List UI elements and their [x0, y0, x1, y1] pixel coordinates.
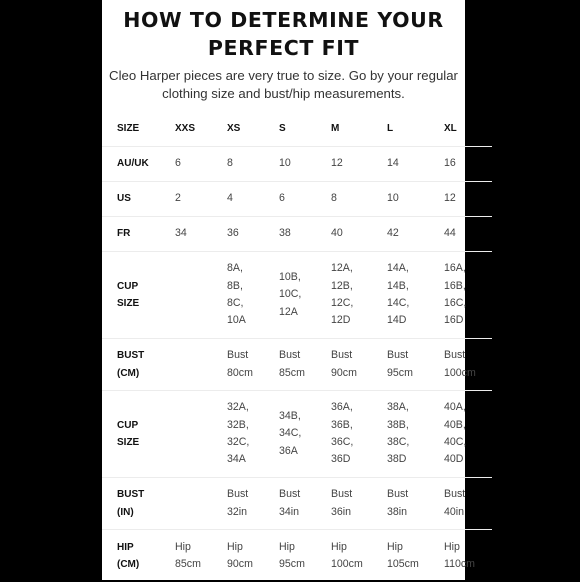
cell-line: 10C, — [279, 286, 321, 303]
row-label-line: SIZE — [117, 434, 165, 451]
row-label-fr — [102, 217, 165, 252]
row-label-hip-cm — [102, 530, 165, 582]
cell-line: 12 — [331, 155, 377, 172]
cell-line: 6 — [279, 190, 321, 207]
table-cell — [269, 217, 321, 252]
table-cell — [377, 530, 434, 582]
cell-line: 36B, — [331, 417, 377, 434]
title-line: HOW TO DETERMINE YOUR — [102, 6, 465, 34]
cell-line: 32B, — [227, 417, 269, 434]
cell-line: 16 — [444, 155, 492, 172]
cell-line: 38B, — [387, 417, 434, 434]
table-row-size — [102, 112, 492, 147]
cell-line: 10 — [279, 155, 321, 172]
table-cell — [321, 182, 377, 217]
table-cell — [434, 391, 492, 478]
row-label-cup-size-au — [102, 252, 165, 339]
cell-line: Hip — [331, 539, 377, 556]
table-cell — [434, 252, 492, 339]
cell-line: 38 — [279, 225, 321, 242]
table-row-bust-in — [102, 478, 492, 530]
row-label-bust-in — [102, 478, 165, 530]
table-cell — [217, 252, 269, 339]
intro-text — [102, 67, 465, 103]
cell-line: 36in — [331, 504, 377, 521]
cell-line: 36A, — [331, 399, 377, 416]
row-label-us — [102, 182, 165, 217]
size-guide-panel — [102, 0, 465, 580]
cell-line: Hip — [387, 539, 434, 556]
cell-line: Bust — [331, 486, 377, 503]
cell-line: 36A — [279, 443, 321, 460]
cell-line: 16A, — [444, 260, 492, 277]
cell-line: 38D — [387, 451, 434, 468]
table-row-cup-size-us — [102, 391, 492, 478]
intro-line: clothing size and bust/hip measurements. — [102, 85, 465, 103]
table-cell — [165, 147, 217, 182]
cell-line: 8C, — [227, 295, 269, 312]
cell-line: 16B, — [444, 278, 492, 295]
size-xxs-header: XXS — [165, 112, 217, 147]
cell-line: 34C, — [279, 425, 321, 442]
cell-line: 36 — [227, 225, 269, 242]
cell-line: 8A, — [227, 260, 269, 277]
size-l-header: L — [377, 112, 434, 147]
cell-line: 12B, — [331, 278, 377, 295]
cell-line: 10B, — [279, 269, 321, 286]
cell-line: 100cm — [331, 556, 377, 573]
table-cell — [377, 217, 434, 252]
size-s-header: S — [269, 112, 321, 147]
row-label-line: FR — [117, 225, 165, 242]
cell-line: 40B, — [444, 417, 492, 434]
table-cell — [165, 391, 217, 478]
cell-line: 12D — [331, 312, 377, 329]
cell-line: Bust — [279, 347, 321, 364]
cell-line: 40A, — [444, 399, 492, 416]
table-row-bust-cm — [102, 339, 492, 391]
cell-line: 40 — [331, 225, 377, 242]
cell-line: Hip — [444, 539, 492, 556]
cell-line: 14 — [387, 155, 434, 172]
table-cell — [217, 391, 269, 478]
cell-line: 12C, — [331, 295, 377, 312]
cell-line: 90cm — [227, 556, 269, 573]
cell-line: 80cm — [227, 365, 269, 382]
cell-line: Hip — [279, 539, 321, 556]
cell-line: Bust — [279, 486, 321, 503]
table-row-fr — [102, 217, 492, 252]
table-cell — [321, 252, 377, 339]
row-label-line: (IN) — [117, 504, 165, 521]
cell-line: 38C, — [387, 434, 434, 451]
cell-line: 2 — [175, 190, 217, 207]
cell-line: 14C, — [387, 295, 434, 312]
cell-line: 8 — [331, 190, 377, 207]
cell-line: 42 — [387, 225, 434, 242]
table-cell — [165, 530, 217, 582]
cell-line: 36D — [331, 451, 377, 468]
table-cell — [269, 391, 321, 478]
table-cell — [217, 182, 269, 217]
cell-line: 85cm — [279, 365, 321, 382]
table-cell — [377, 252, 434, 339]
cell-line: 95cm — [279, 556, 321, 573]
cell-line: 38A, — [387, 399, 434, 416]
table-cell — [269, 182, 321, 217]
cell-line: 14B, — [387, 278, 434, 295]
size-xs-header: XS — [217, 112, 269, 147]
table-cell — [434, 530, 492, 582]
cell-line: 95cm — [387, 365, 434, 382]
table-cell — [434, 217, 492, 252]
cell-line: 10 — [387, 190, 434, 207]
table-cell — [434, 339, 492, 391]
page-title — [102, 0, 465, 62]
table-cell — [321, 147, 377, 182]
size-xl-header: XL — [434, 112, 492, 147]
cell-line: 32C, — [227, 434, 269, 451]
table-cell — [434, 478, 492, 530]
cell-line: 105cm — [387, 556, 434, 573]
cell-line: 40D — [444, 451, 492, 468]
cell-line: 85cm — [175, 556, 217, 573]
cell-line: 8 — [227, 155, 269, 172]
table-cell — [269, 252, 321, 339]
table-cell — [269, 339, 321, 391]
table-cell — [321, 478, 377, 530]
cell-line: 100cm — [444, 365, 492, 382]
cell-line: 12A — [279, 304, 321, 321]
table-cell — [269, 478, 321, 530]
intro-line: Cleo Harper pieces are very true to size. Go by your regular — [102, 67, 465, 85]
cell-line: 34A — [227, 451, 269, 468]
row-label-au-uk — [102, 147, 165, 182]
row-label-line: SIZE — [117, 295, 165, 312]
table-cell — [434, 182, 492, 217]
title-line: PERFECT FIT — [102, 34, 465, 62]
cell-line: 32A, — [227, 399, 269, 416]
table-row-hip-cm — [102, 530, 492, 582]
table-cell — [377, 339, 434, 391]
cell-line: 14A, — [387, 260, 434, 277]
cell-line: 110cm — [444, 556, 492, 573]
cell-line: 4 — [227, 190, 269, 207]
row-label-cup-size-us — [102, 391, 165, 478]
row-label-line: (CM) — [117, 365, 165, 382]
cell-line: Bust — [444, 486, 492, 503]
table-cell — [269, 147, 321, 182]
table-cell — [165, 217, 217, 252]
cell-line: 14D — [387, 312, 434, 329]
table-row-au-uk — [102, 147, 492, 182]
table-cell — [217, 339, 269, 391]
table-cell — [321, 339, 377, 391]
row-label-line: AU/UK — [117, 155, 165, 172]
table-row-cup-size-au — [102, 252, 492, 339]
cell-line: 36C, — [331, 434, 377, 451]
cell-line: 32in — [227, 504, 269, 521]
row-label-line: US — [117, 190, 165, 207]
table-cell — [434, 147, 492, 182]
row-label-bust-cm — [102, 339, 165, 391]
cell-line: 16D — [444, 312, 492, 329]
table-cell — [165, 478, 217, 530]
row-label-line: HIP — [117, 539, 165, 556]
cell-line: 90cm — [331, 365, 377, 382]
cell-line: Bust — [331, 347, 377, 364]
table-cell — [269, 530, 321, 582]
size-m-header: M — [321, 112, 377, 147]
table-cell — [377, 478, 434, 530]
cell-line: 10A — [227, 312, 269, 329]
cell-line: 12 — [444, 190, 492, 207]
table-cell — [165, 182, 217, 217]
cell-line: Bust — [444, 347, 492, 364]
cell-line: 8B, — [227, 278, 269, 295]
row-label-line: CUP — [117, 417, 165, 434]
table-cell — [217, 478, 269, 530]
row-label-line: BUST — [117, 486, 165, 503]
table-cell — [217, 217, 269, 252]
table-cell — [165, 339, 217, 391]
cell-line: Hip — [175, 539, 217, 556]
table-cell — [321, 217, 377, 252]
cell-line: Bust — [227, 486, 269, 503]
cell-line: 38in — [387, 504, 434, 521]
cell-line: Bust — [387, 486, 434, 503]
size-table — [102, 112, 492, 582]
table-cell — [321, 530, 377, 582]
row-label-line: BUST — [117, 347, 165, 364]
cell-line: Bust — [387, 347, 434, 364]
row-label-line: CUP — [117, 278, 165, 295]
cell-line: 44 — [444, 225, 492, 242]
table-cell — [377, 182, 434, 217]
size-table-container[interactable] — [102, 112, 465, 580]
table-cell — [377, 147, 434, 182]
cell-line: 16C, — [444, 295, 492, 312]
cell-line: 40C, — [444, 434, 492, 451]
row-label-line: (CM) — [117, 556, 165, 573]
table-cell — [217, 147, 269, 182]
cell-line: Bust — [227, 347, 269, 364]
cell-line: 6 — [175, 155, 217, 172]
table-row-us — [102, 182, 492, 217]
cell-line: 12A, — [331, 260, 377, 277]
table-cell — [321, 391, 377, 478]
table-cell — [165, 252, 217, 339]
table-cell — [377, 391, 434, 478]
table-cell — [217, 530, 269, 582]
cell-line: Hip — [227, 539, 269, 556]
cell-line: 34B, — [279, 408, 321, 425]
cell-line: 40in — [444, 504, 492, 521]
cell-line: 34in — [279, 504, 321, 521]
row-label-size: SIZE — [102, 112, 165, 147]
cell-line: 34 — [175, 225, 217, 242]
